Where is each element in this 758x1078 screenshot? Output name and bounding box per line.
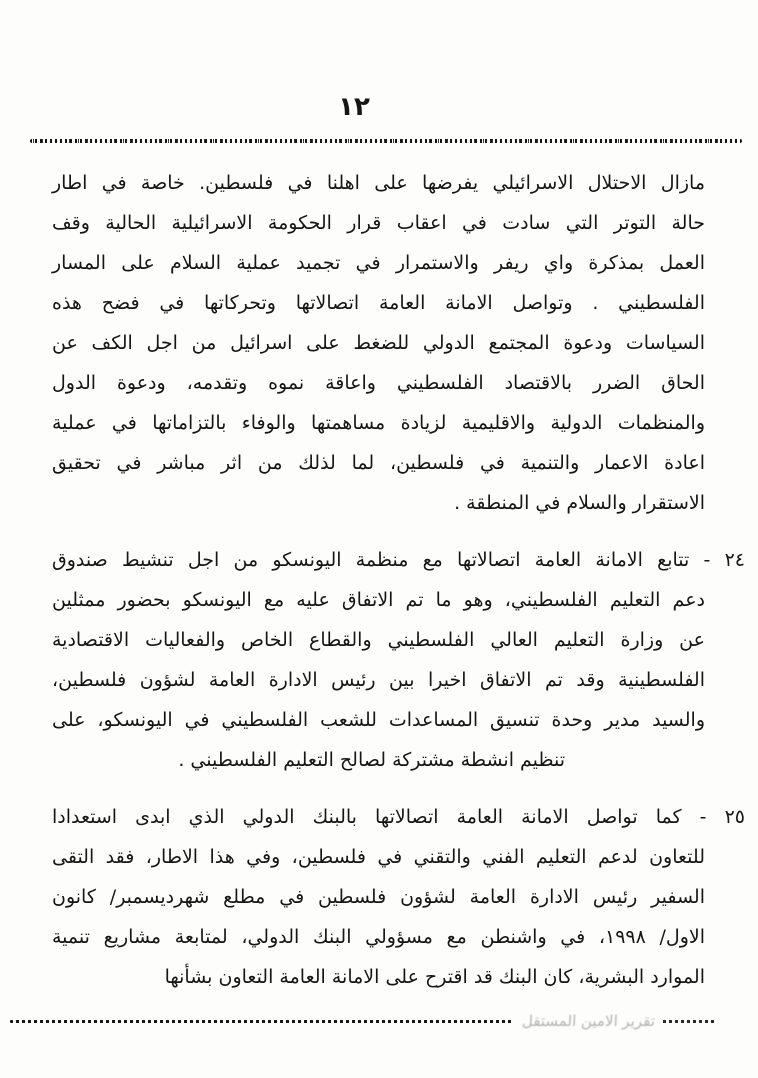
paragraph-25 xyxy=(52,797,745,997)
numbered-text-line: ٢٥ - كما تواصل الامانة العامة اتصالاتها بالبنك الدولي الذي ابدى استعدادا xyxy=(52,806,745,828)
text-line: والمنظمات الدولية والاقليمية لزيادة مساهمتها والوفاء بالتزاماتها في عملية xyxy=(52,412,705,434)
text-line: الحاق الضرر بالاقتصاد الفلسطيني واعاقة نموه وتقدمه، ودعوة الدول xyxy=(52,372,705,394)
text-line: العمل بمذكرة واي ريفر والاستمرار في تجميد عملية السلام على المسار xyxy=(52,252,705,274)
page-number: ١٢ xyxy=(338,92,370,122)
footer-divider-dashed-rule-short xyxy=(663,1020,715,1023)
header-divider-dotted-rule xyxy=(30,139,742,143)
text-line: الفلسطيني . وتواصل الامانة العامة اتصالاتها وتحركاتها في فضح هذه xyxy=(52,292,705,314)
text-line: حالة التوتر التي سادت في اعقاب قرار الحكومة الاسرائيلية الحالية وقف xyxy=(52,212,705,234)
text-line: مازال الاحتلال الاسرائيلي يفرضها على اهلنا في فلسطين. خاصة في اطار xyxy=(52,172,705,194)
text-line: عن وزارة التعليم العالي الفلسطيني والقطاع الخاص والفعاليات الاقتصادية xyxy=(52,629,705,651)
text-line: الفلسطينية وقد تم الاتفاق اخيرا بين رئيس الادارة العامة لشؤون فلسطين، xyxy=(52,669,705,691)
text-line: الاول/ ١٩٩٨، في واشنطن مع مسؤولي البنك الدولي، لمتابعة مشاريع تنمية xyxy=(52,926,705,948)
numbered-text-line: ٢٤ - تتابع الامانة العامة اتصالاتها مع منظمة اليونسكو من اجل تنشيط صندوق xyxy=(52,549,745,571)
paragraph-intro xyxy=(52,163,705,523)
text-line: دعم التعليم الفلسطيني، وهو ما تم الاتفاق عليه مع اليونسكو بحضور ممثلين xyxy=(52,589,705,611)
page-content xyxy=(52,163,745,997)
footer-divider-dashed-rule xyxy=(10,1020,514,1023)
text-line: الموارد البشرية، كان البنك قد اقترح على الامانة العامة التعاون بشأنها xyxy=(164,966,705,988)
paragraph-24 xyxy=(52,540,745,780)
footer-watermark-text: تقرير الامين المستقل xyxy=(521,1012,656,1030)
text-line: اعادة الاعمار والتنمية في فلسطين، لما لذلك من اثر مباشر في تحقيق xyxy=(52,452,705,474)
text-line: والسيد مدير وحدة تنسيق المساعدات للشعب الفلسطيني في اليونسكو، على xyxy=(52,709,705,731)
text-line: تنظيم انشطة مشتركة لصالح التعليم الفلسطيني . xyxy=(178,749,565,771)
text-line: الاستقرار والسلام في المنطقة . xyxy=(454,492,705,514)
text-line: للتعاون لدعم التعليم الفني والتقني في فلسطين، وفي هذا الاطار، فقد التقى xyxy=(52,846,705,868)
text-line: السياسات ودعوة المجتمع الدولي للضغط على اسرائيل من اجل الكف عن xyxy=(52,332,705,354)
page-footer xyxy=(10,1006,715,1036)
text-line: السفير رئيس الادارة العامة لشؤون فلسطين في مطلع شهرديسمبر/ كانون xyxy=(52,886,705,908)
